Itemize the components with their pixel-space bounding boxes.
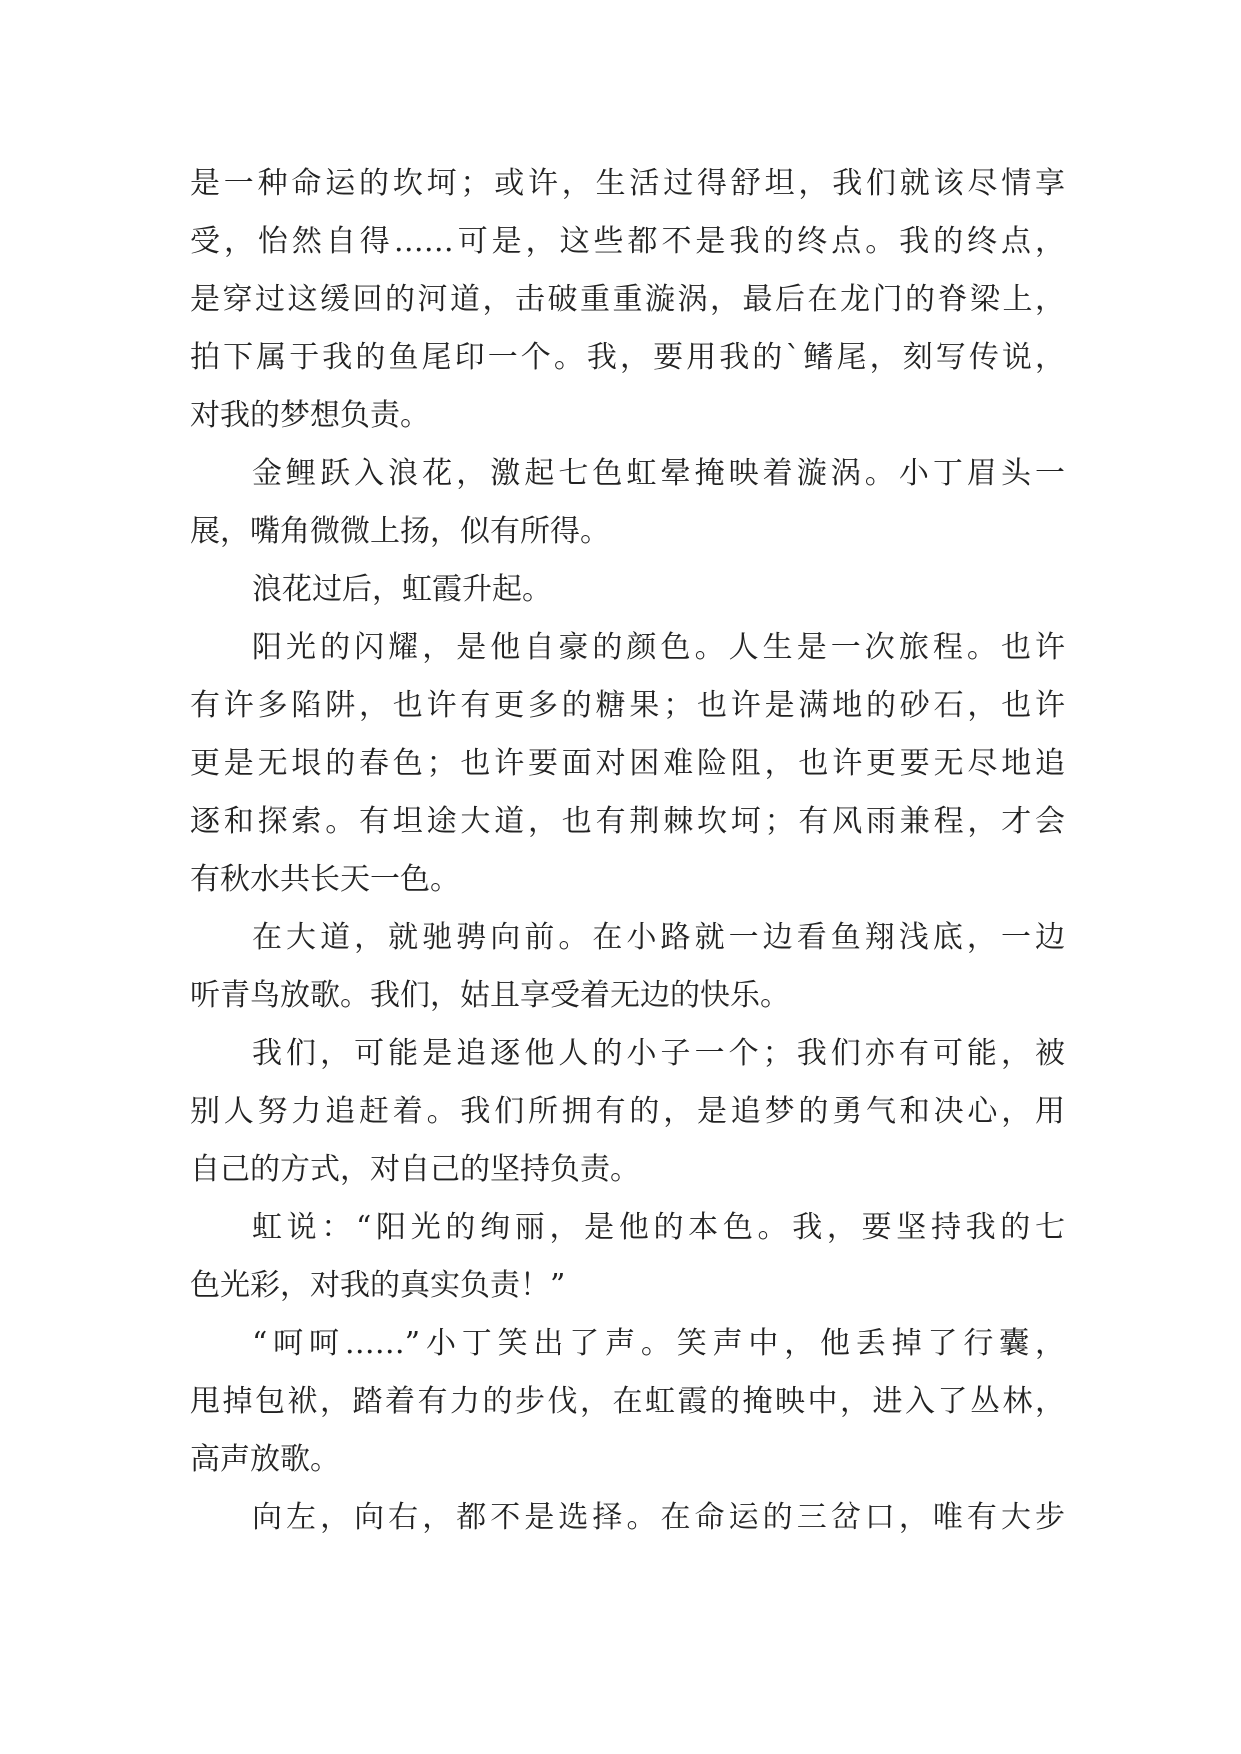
body-text: [190, 155, 1065, 1547]
text-line: 在大道，就驰骋向前。在小路就一边看鱼翔浅底，一边: [252, 920, 1065, 955]
text-line: 更是无垠的春色；也许要面对困难险阻，也许更要无尽地追: [190, 746, 1065, 781]
text-line: 高声放歌。: [190, 1442, 340, 1477]
text-line: 浪花过后，虹霞升起。: [252, 572, 552, 607]
text-line: 是一种命运的坎坷；或许，生活过得舒坦，我们就该尽情享: [190, 166, 1065, 201]
text-line: 阳光的闪耀，是他自豪的颜色。人生是一次旅程。也许: [252, 630, 1065, 665]
text-line: 别人努力追赶着。我们所拥有的，是追梦的勇气和决心，用: [190, 1094, 1065, 1129]
text-line: 有许多陷阱，也许有更多的糖果；也许是满地的砂石，也许: [190, 688, 1065, 723]
text-line: 是穿过这缓回的河道，击破重重漩涡，最后在龙门的脊梁上，: [190, 282, 1065, 317]
text-line: 拍下属于我的鱼尾印一个。我，要用我的`鳍尾，刻写传说，: [190, 340, 1065, 375]
text-line: 色光彩，对我的真实负责！”: [190, 1268, 566, 1303]
text-line: 我们，可能是追逐他人的小子一个；我们亦有可能，被: [252, 1036, 1065, 1071]
text-line: 听青鸟放歌。我们，姑且享受着无边的快乐。: [190, 978, 790, 1013]
text-line: “呵呵……”小丁笑出了声。笑声中，他丢掉了行囊，: [252, 1326, 1065, 1361]
text-line: 自己的方式，对自己的坚持负责。: [190, 1152, 640, 1187]
text-line: 对我的梦想负责。: [190, 398, 430, 433]
text-line: 甩掉包袱，踏着有力的步伐，在虹霞的掩映中，进入了丛林，: [190, 1384, 1065, 1419]
text-line: 向左，向右，都不是选择。在命运的三岔口，唯有大步: [252, 1500, 1065, 1535]
text-line: 有秋水共长天一色。: [190, 862, 460, 897]
text-line: 展，嘴角微微上扬，似有所得。: [190, 514, 610, 549]
text-line: 逐和探索。有坦途大道，也有荆棘坎坷；有风雨兼程，才会: [190, 804, 1065, 839]
text-line: 虹说：“阳光的绚丽，是他的本色。我，要坚持我的七: [252, 1210, 1065, 1245]
text-line: 金鲤跃入浪花，激起七色虹晕掩映着漩涡。小丁眉头一: [252, 456, 1065, 491]
text-line: 受，怡然自得……可是，这些都不是我的终点。我的终点，: [190, 224, 1065, 259]
